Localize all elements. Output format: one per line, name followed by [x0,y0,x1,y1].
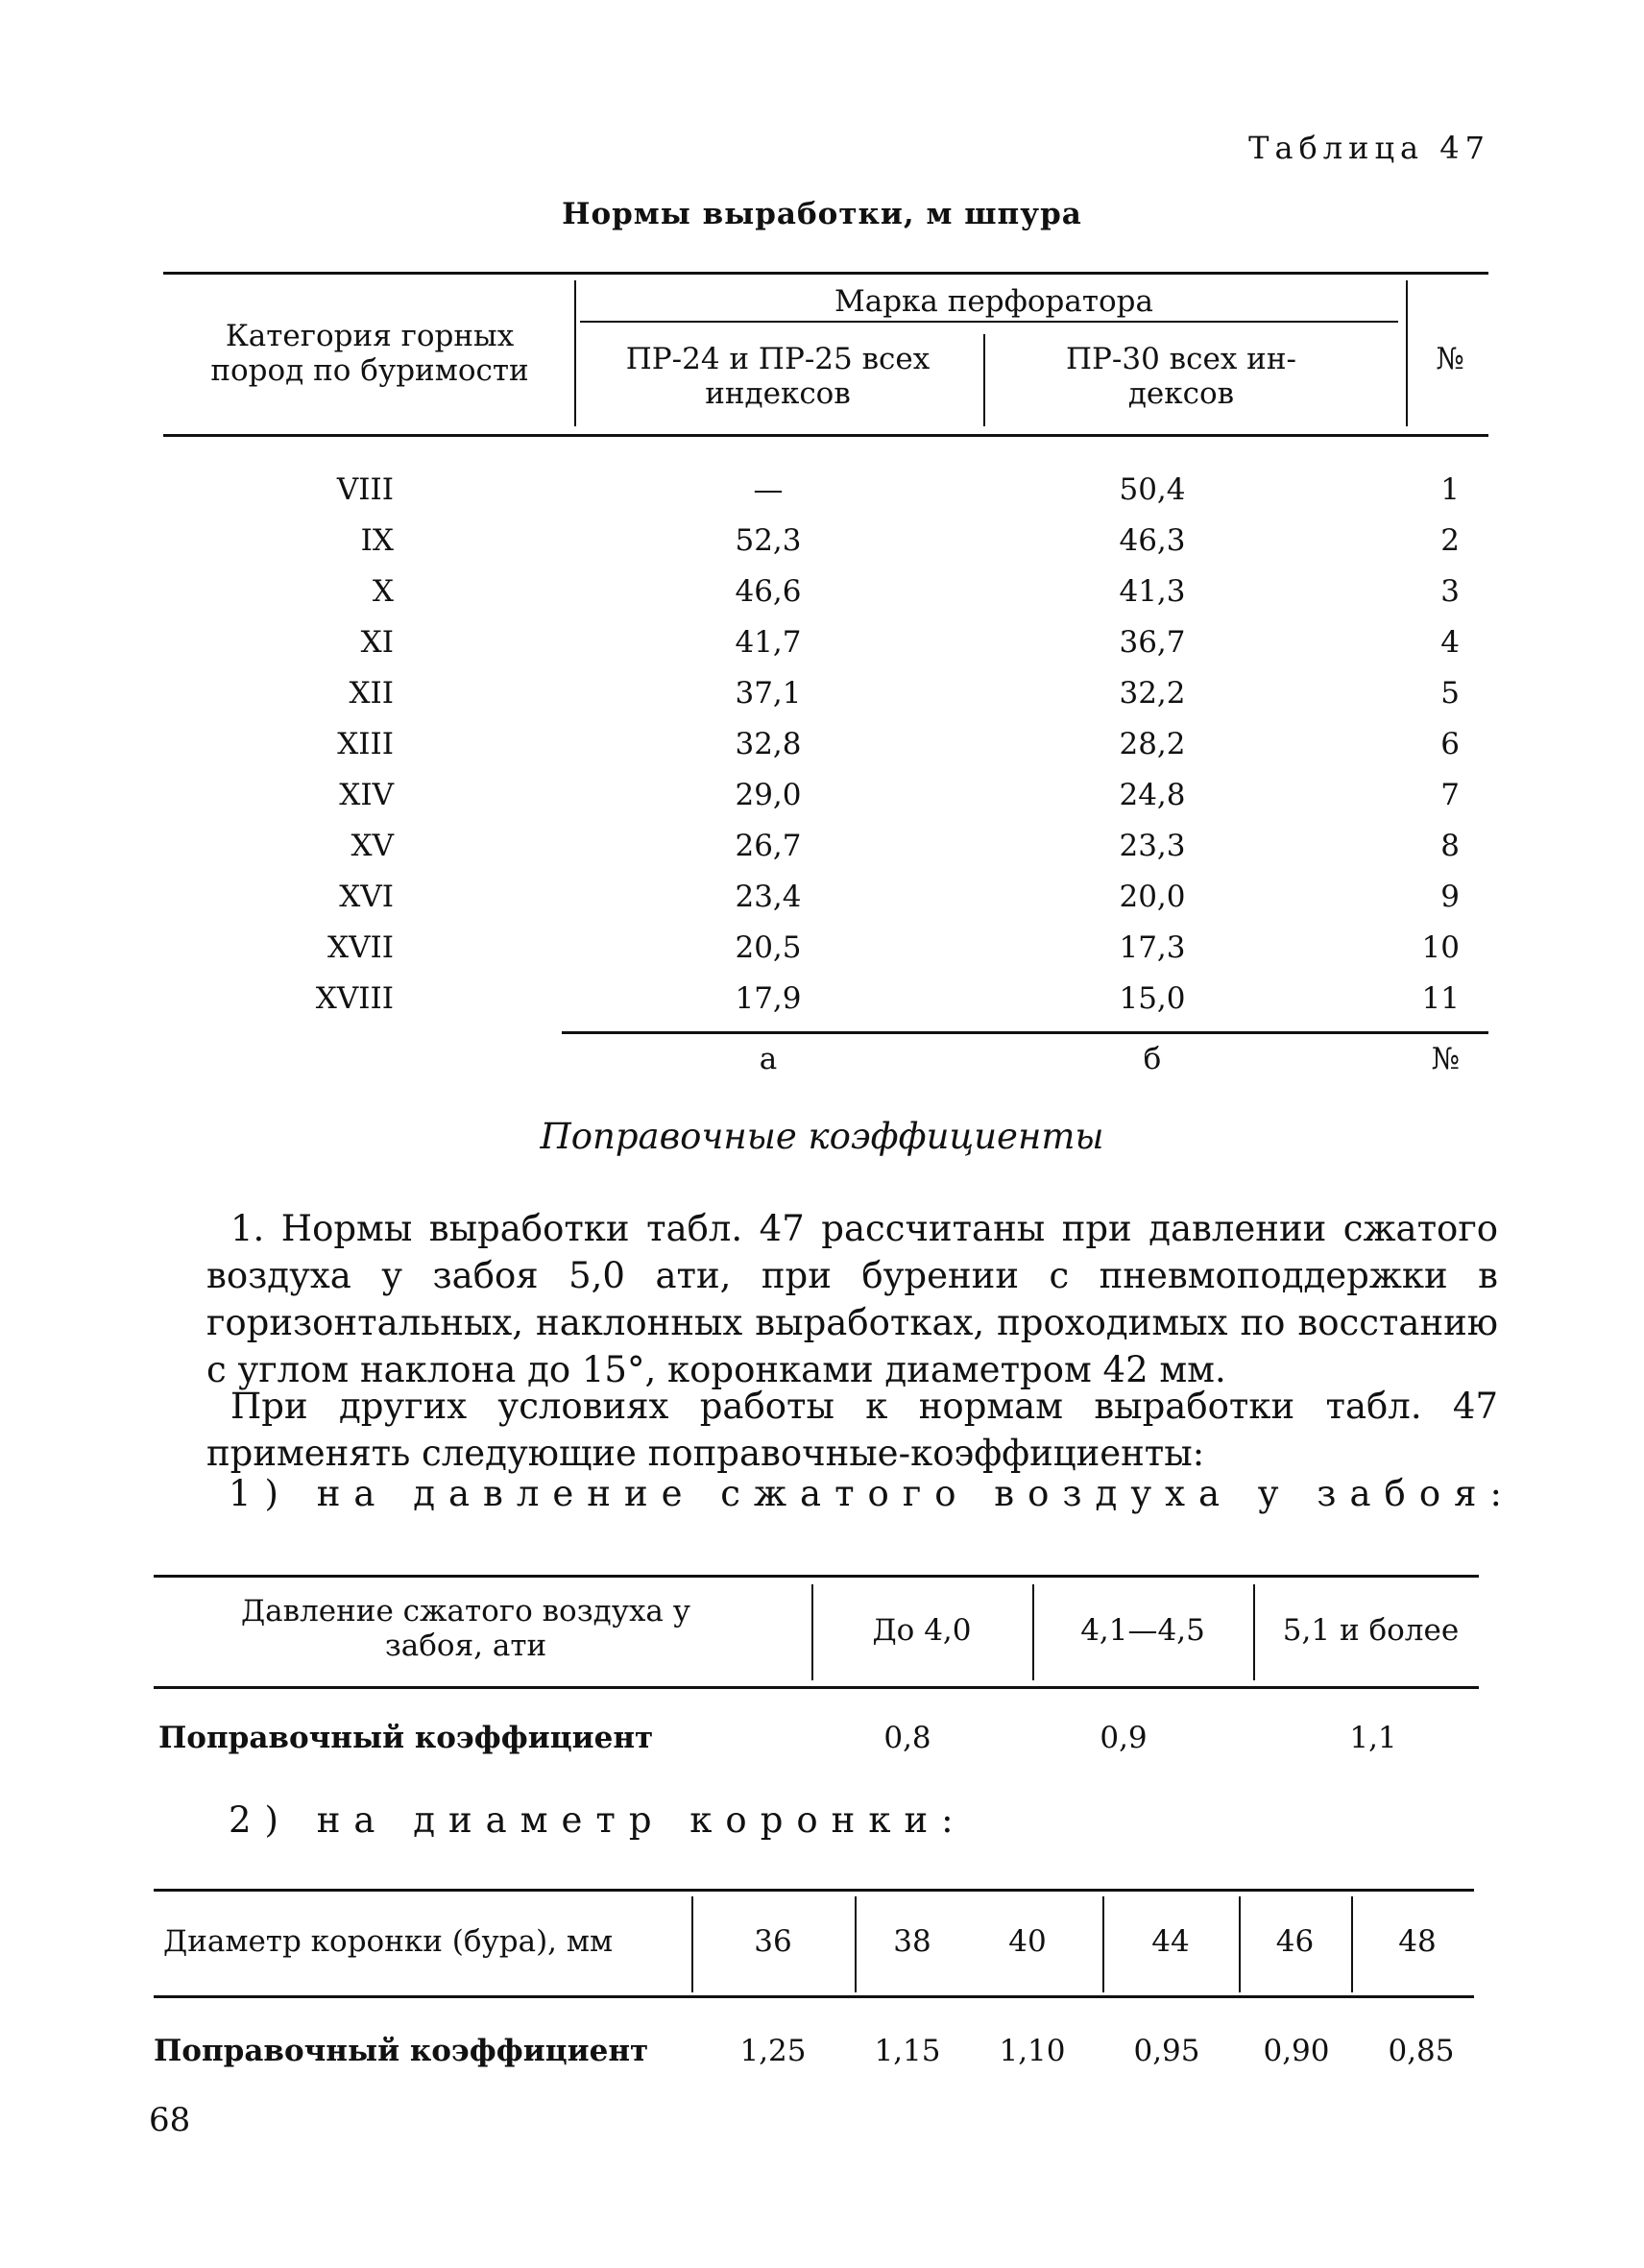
main-table-divider-3 [1406,280,1408,426]
row-value-b: 23,3 [1119,829,1186,863]
row-number: 4 [1440,625,1460,660]
row-number: 1 [1440,472,1460,507]
row-value-b: 15,0 [1119,981,1186,1016]
row-value-b: 36,7 [1119,625,1186,660]
row-number: 6 [1440,727,1460,761]
diameter-coef: 1,10 [999,2034,1066,2068]
footer-label-b: б [1143,1042,1162,1076]
row-number: 5 [1440,676,1460,711]
pressure-col-1: До 4,0 [872,1613,972,1648]
row-value-a: 52,3 [735,523,802,558]
main-table-bottom-rule [562,1031,1488,1034]
row-category: XIII [337,727,394,761]
row-value-a: 32,8 [735,727,802,761]
pressure-coef-3: 1,1 [1349,1721,1397,1755]
table-title: Нормы выработки, м шпура [562,197,1082,231]
row-category: VIII [336,472,394,507]
paragraph-2: При других условиях работы к нормам выработки табл. 47 применять следующие поправочные-коэффициенты: [206,1386,1498,1474]
paragraph-1: 1. Нормы выработки табл. 47 рассчитаны при давлении сжатого воздуха у забоя 5,0 ати, при бурении с пневмоподдержки в горизонтальных, наклонных выработках, проходимых по восстанию с углом наклона до 15°, коронками диаметром 42 мм. [206,1208,1498,1390]
page-number: 68 [149,2101,191,2139]
column-header-number: № [1436,342,1464,376]
diameter-table-divider-5 [1351,1896,1353,1992]
pressure-coef-1: 0,8 [883,1721,931,1755]
diameter-coef: 1,25 [739,2034,807,2068]
diameter-coef: 1,15 [874,2034,941,2068]
pressure-table-top-rule [154,1575,1479,1578]
row-category: XI [360,625,394,660]
row-value-a: 37,1 [735,676,802,711]
row-category: IX [360,523,394,558]
main-table-group-rule [580,321,1398,323]
row-number: 8 [1440,829,1460,863]
row-value-a: 17,9 [735,981,802,1016]
row-value-a: 26,7 [735,829,802,863]
pressure-coef-label: Поправочный коэффициент [158,1721,654,1755]
row-category: XVI [339,880,394,914]
diameter-col: 36 [754,1924,792,1959]
table-label: Таблица 47 [1248,130,1490,166]
row-value-a: 23,4 [735,880,802,914]
diameter-col: 46 [1275,1924,1315,1959]
diameter-coef: 0,95 [1133,2034,1200,2068]
row-number: 7 [1440,778,1460,812]
pressure-table-divider-2 [1032,1584,1034,1680]
column-header-group: Марка перфоратора [834,284,1154,319]
row-value-a: 29,0 [735,778,802,812]
diameter-table-divider-3 [1102,1896,1104,1992]
pressure-col-2: 4,1—4,5 [1080,1613,1205,1648]
pressure-coef-2: 0,9 [1100,1721,1148,1755]
row-value-b: 50,4 [1119,472,1186,507]
item-1-title: 1) на давление сжатого воздуха у забоя: [229,1473,1515,1514]
diameter-table-header-rule [154,1995,1474,1998]
row-category: XII [349,676,394,711]
main-table-divider-1 [574,280,576,426]
diameter-col: 48 [1398,1924,1437,1959]
row-value-b: 17,3 [1119,930,1186,965]
diameter-coef: 0,85 [1388,2034,1455,2068]
pressure-table-divider-3 [1253,1584,1255,1680]
row-category: XV [351,829,394,863]
pressure-label: Давление сжатого воздуха у забоя, ати [240,1594,691,1663]
row-category: XIV [339,778,394,812]
row-number: 11 [1421,981,1460,1016]
main-table-top-rule [163,272,1488,275]
row-value-b: 46,3 [1119,523,1186,558]
footer-label-number: № [1431,1042,1460,1076]
row-number: 10 [1421,930,1460,965]
row-value-a: — [753,472,784,507]
row-category: XVII [327,930,394,965]
row-value-b: 28,2 [1119,727,1186,761]
column-header-a: ПР-24 и ПР-25 всех индексов [625,342,931,411]
pressure-col-3: 5,1 и более [1282,1613,1460,1648]
main-table-header-rule [163,434,1488,437]
column-header-category: Категория горных пород по буримости [210,319,529,388]
row-value-a: 20,5 [735,930,802,965]
main-table-divider-2 [983,334,985,426]
pressure-table-header-rule [154,1686,1479,1689]
row-category: X [372,574,394,609]
diameter-table-divider-4 [1239,1896,1241,1992]
diameter-label: Диаметр коронки (бура), мм [163,1924,614,1959]
diameter-table-top-rule [154,1889,1474,1892]
diameter-col: 44 [1151,1924,1190,1959]
row-value-b: 32,2 [1119,676,1186,711]
footer-label-a: а [759,1042,778,1076]
row-value-a: 46,6 [735,574,802,609]
column-header-b: ПР-30 всех ин- дексов [1066,342,1296,411]
row-value-a: 41,7 [735,625,802,660]
row-number: 2 [1440,523,1460,558]
row-category: XVIII [315,981,394,1016]
row-value-b: 24,8 [1119,778,1186,812]
row-value-b: 20,0 [1119,880,1186,914]
row-number: 9 [1440,880,1460,914]
pressure-table-divider-1 [811,1584,813,1680]
diameter-coef-label: Поправочный коэффициент [154,2034,649,2068]
item-2-title: 2) на диаметр коронки: [229,1799,967,1841]
diameter-col: 40 [1008,1924,1047,1959]
section-title: Поправочные коэффициенты [540,1116,1104,1157]
diameter-col: 38 [893,1924,931,1959]
row-number: 3 [1440,574,1460,609]
diameter-coef: 0,90 [1263,2034,1330,2068]
diameter-table-divider-2 [855,1896,857,1992]
row-value-b: 41,3 [1119,574,1186,609]
diameter-table-divider-1 [691,1896,693,1992]
